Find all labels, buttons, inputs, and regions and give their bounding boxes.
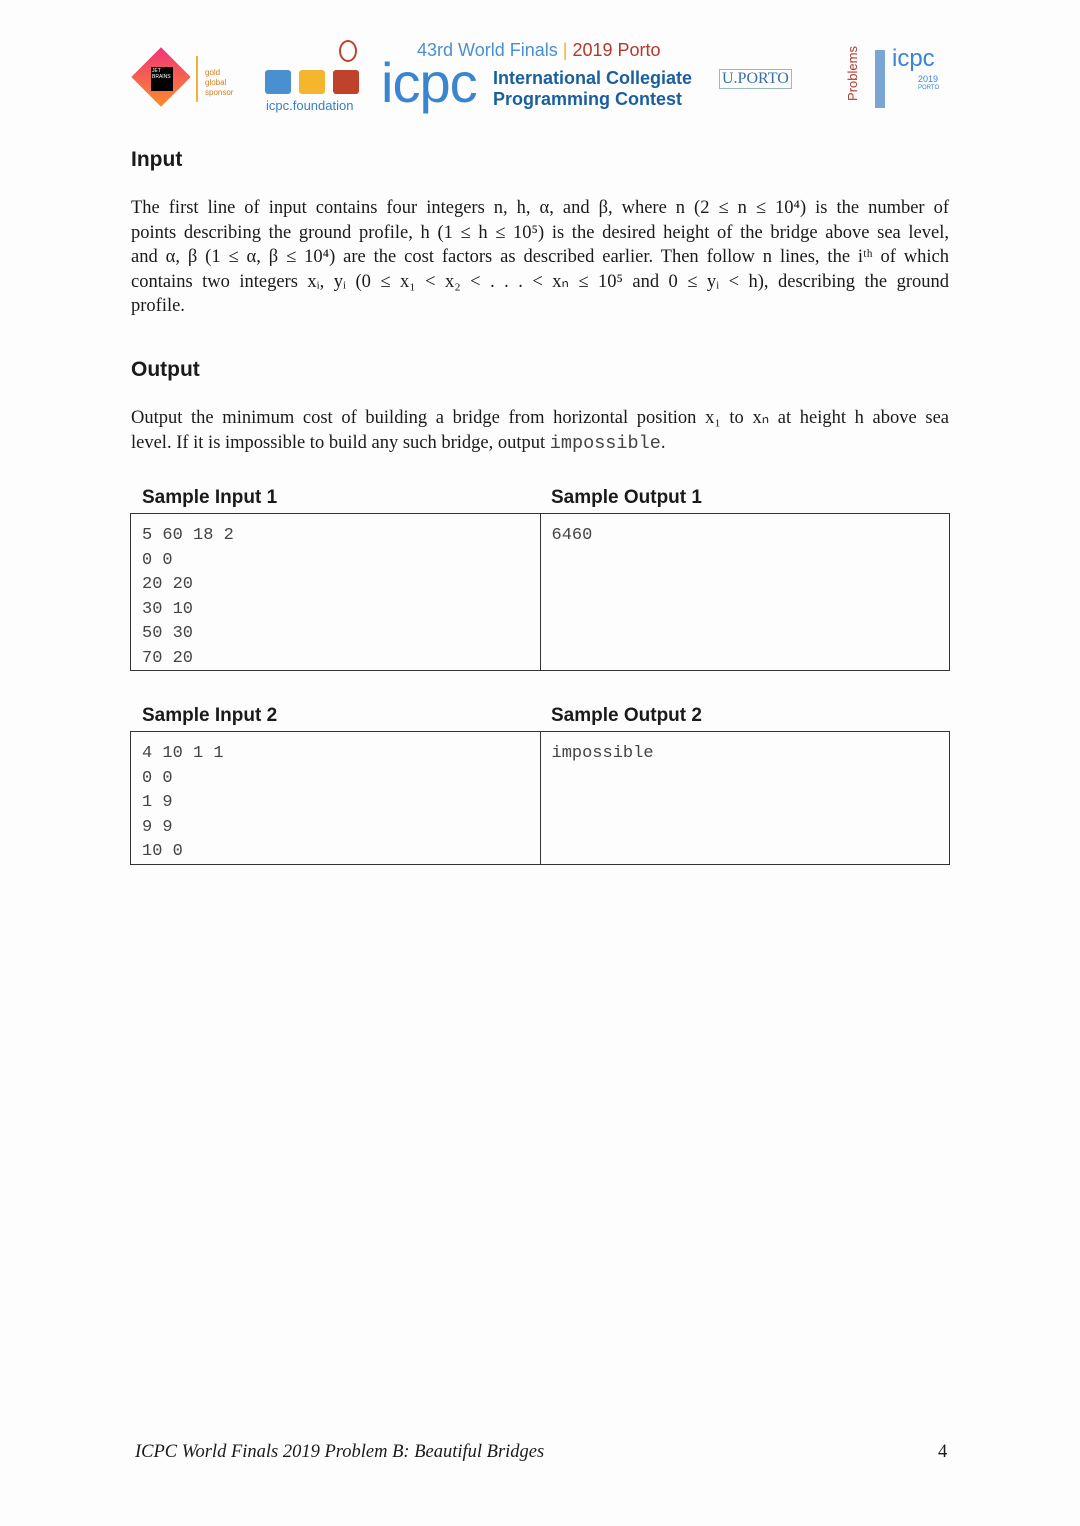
tower-icon — [875, 50, 885, 108]
footer-title: ICPC World Finals 2019 Problem B: Beautiful Bridges — [135, 1442, 545, 1462]
sample-output-2: impossible — [540, 732, 950, 864]
input-heading: Input — [131, 148, 183, 171]
icpc-logo: icpc — [381, 51, 477, 114]
impossible-code: impossible — [549, 432, 661, 454]
text-line: and α, β (1 ≤ α, β ≤ 10⁴) are the cost factors as described earlier. Then follow n lines, the iᵗʰ of which — [131, 247, 949, 267]
problems-text: Problems — [844, 46, 860, 101]
sample-output-2-label: Sample Output 2 — [551, 705, 702, 726]
text-line: The first line of input contains four integers n, h, α, and β, where n (2 ≤ n ≤ 10⁴) is the number of — [131, 198, 949, 218]
output-heading: Output — [131, 358, 200, 381]
foundation-icon-yellow — [299, 70, 325, 94]
sample-input-2-label: Sample Input 2 — [142, 705, 278, 726]
header-logos — [135, 38, 950, 118]
input-paragraph — [131, 196, 949, 319]
year-text: 2019 — [918, 74, 939, 84]
uporto-logo: U.PORTO — [719, 69, 792, 89]
world-finals-text: 43rd World Finals | 2019 Porto — [417, 40, 661, 60]
foundation-icon-red — [333, 70, 359, 94]
icpc-small-logo: icpc — [892, 45, 935, 72]
text-line: profile. — [131, 296, 185, 316]
sponsor-text: gold global sponsor — [205, 68, 234, 97]
sample-2-table — [130, 731, 950, 865]
contest-name: International Collegiate Programming Contest — [493, 68, 693, 109]
porto-text: PORTO — [918, 85, 940, 91]
page-number: 4 — [938, 1442, 948, 1462]
text-line: contains two integers xᵢ, yᵢ (0 ≤ x₁ < x₂ < . . . < xₙ ≤ 10⁵ and 0 ≤ yᵢ < h), describing the ground — [131, 271, 949, 292]
sample-input-1-label: Sample Input 1 — [142, 487, 278, 508]
sample-1-table — [130, 513, 950, 671]
sample-input-1: 5 60 18 2 0 0 20 20 30 10 50 30 70 20 — [142, 526, 234, 668]
sample-output-1: 6460 — [540, 514, 950, 670]
foundation-text: icpc.foundation — [266, 98, 354, 113]
output-paragraph — [131, 406, 949, 456]
text-line: points describing the ground profile, h (1 ≤ h ≤ 10⁵) is the desired height of the bridge above sea level, — [131, 222, 949, 243]
text-line: Output the minimum cost of building a bridge from horizontal position x₁ to xₙ at height h above sea — [131, 408, 949, 428]
sample-output-1-label: Sample Output 1 — [551, 487, 702, 508]
sample-input-2: 4 10 1 1 0 0 1 9 9 9 10 0 — [142, 744, 224, 861]
text-line: level. If it is impossible to build any such bridge, output impossible. — [131, 432, 666, 454]
foundation-icon-blue — [265, 70, 291, 94]
jetbrains-logo-text: JET BRAINS — [151, 67, 173, 91]
